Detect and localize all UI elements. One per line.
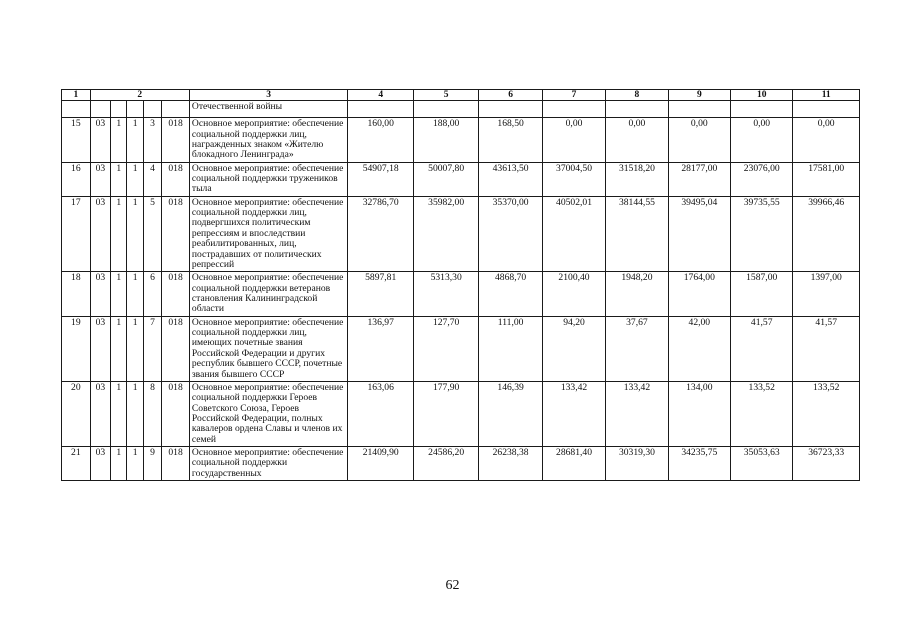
value-cell: 0,00: [731, 118, 793, 162]
value-cell: 41,57: [731, 316, 793, 381]
code-cell: 9: [143, 447, 161, 481]
table-row: [62, 272, 860, 316]
code-cell: 1: [127, 272, 143, 316]
empty-cell: [479, 101, 542, 118]
code-cell: 6: [143, 272, 161, 316]
empty-cell: [542, 101, 605, 118]
value-cell: 39966,46: [793, 196, 860, 272]
empty-cell: [143, 101, 161, 118]
value-cell: 168,50: [479, 118, 542, 162]
empty-cell: [793, 101, 860, 118]
measure-name-cell: Основное мероприятие: обеспечение социальной поддержки лиц, награжденных знаком «Жителю блокадного Ленинграда»: [189, 118, 348, 162]
table-row: [62, 118, 860, 162]
empty-cell: [413, 101, 478, 118]
budget-table: [61, 89, 860, 481]
code-cell: 018: [162, 272, 190, 316]
value-cell: 127,70: [413, 316, 478, 381]
value-cell: 1587,00: [731, 272, 793, 316]
empty-cell: [111, 101, 127, 118]
header-cell: 6: [479, 90, 542, 101]
value-cell: 17581,00: [793, 162, 860, 196]
value-cell: 4868,70: [479, 272, 542, 316]
code-cell: 4: [143, 162, 161, 196]
row-number-cell: 19: [62, 316, 91, 381]
measure-name-cell: Основное мероприятие: обеспечение социальной поддержки лиц, имеющих почетные звания Российской Федерации и других республик бывшего СССР, почетные звания бывшего СССР: [189, 316, 348, 381]
header-cell: 3: [189, 90, 348, 101]
value-cell: 133,52: [731, 381, 793, 446]
value-cell: 0,00: [542, 118, 605, 162]
value-cell: 37004,50: [542, 162, 605, 196]
value-cell: 42,00: [668, 316, 730, 381]
empty-cell: [162, 101, 190, 118]
row-number-cell: 15: [62, 118, 91, 162]
value-cell: 32786,70: [348, 196, 413, 272]
empty-cell: [90, 101, 110, 118]
value-cell: 50007,80: [413, 162, 478, 196]
value-cell: 28681,40: [542, 447, 605, 481]
empty-cell: [731, 101, 793, 118]
value-cell: 39735,55: [731, 196, 793, 272]
table-row: [62, 196, 860, 272]
value-cell: 37,67: [606, 316, 668, 381]
code-cell: 018: [162, 118, 190, 162]
empty-cell: [62, 101, 91, 118]
value-cell: 163,06: [348, 381, 413, 446]
code-cell: 018: [162, 381, 190, 446]
empty-cell: [668, 101, 730, 118]
value-cell: 1948,20: [606, 272, 668, 316]
header-cell: 1: [62, 90, 91, 101]
page-number: 62: [445, 578, 460, 593]
value-cell: 35982,00: [413, 196, 478, 272]
empty-cell: [127, 101, 143, 118]
value-cell: 134,00: [668, 381, 730, 446]
header-cell: 7: [542, 90, 605, 101]
value-cell: 54907,18: [348, 162, 413, 196]
code-cell: 1: [111, 272, 127, 316]
code-cell: 03: [90, 381, 110, 446]
value-cell: 41,57: [793, 316, 860, 381]
code-cell: 1: [127, 381, 143, 446]
header-cell: 10: [731, 90, 793, 101]
code-cell: 03: [90, 272, 110, 316]
value-cell: 111,00: [479, 316, 542, 381]
code-cell: 018: [162, 162, 190, 196]
measure-name-cell: Основное мероприятие: обеспечение социальной поддержки ветеранов становления Калининградской области: [189, 272, 348, 316]
value-cell: 30319,30: [606, 447, 668, 481]
value-cell: 0,00: [668, 118, 730, 162]
code-cell: 7: [143, 316, 161, 381]
measure-name-cell: Основное мероприятие: обеспечение социальной поддержки лиц, подвергшихся политическим репрессиям и впоследствии реабилитированных, лиц, пострадавших от политических репрессий: [189, 196, 348, 272]
code-cell: 1: [111, 162, 127, 196]
code-cell: 1: [127, 196, 143, 272]
value-cell: 160,00: [348, 118, 413, 162]
value-cell: 28177,00: [668, 162, 730, 196]
continuation-row: [62, 101, 860, 118]
code-cell: 03: [90, 118, 110, 162]
empty-cell: [348, 101, 413, 118]
value-cell: 188,00: [413, 118, 478, 162]
code-cell: 018: [162, 196, 190, 272]
value-cell: 23076,00: [731, 162, 793, 196]
value-cell: 94,20: [542, 316, 605, 381]
value-cell: 31518,20: [606, 162, 668, 196]
empty-cell: [606, 101, 668, 118]
header-cell: 11: [793, 90, 860, 101]
measure-name-cell: Основное мероприятие: обеспечение социальной поддержки тружеников тыла: [189, 162, 348, 196]
value-cell: 133,42: [542, 381, 605, 446]
value-cell: 0,00: [606, 118, 668, 162]
code-cell: 03: [90, 162, 110, 196]
code-cell: 1: [127, 118, 143, 162]
measure-name-cell: Основное мероприятие: обеспечение социальной поддержки Героев Советского Союза, Героев Российской Федерации, полных кавалеров ордена Славы и членов их семей: [189, 381, 348, 446]
value-cell: 5313,30: [413, 272, 478, 316]
value-cell: 133,52: [793, 381, 860, 446]
value-cell: 177,90: [413, 381, 478, 446]
row-number-cell: 18: [62, 272, 91, 316]
column-number-header-row: [62, 90, 860, 101]
code-cell: 3: [143, 118, 161, 162]
value-cell: 40502,01: [542, 196, 605, 272]
code-cell: 1: [127, 162, 143, 196]
table-row: [62, 447, 860, 481]
value-cell: 146,39: [479, 381, 542, 446]
code-cell: 018: [162, 447, 190, 481]
value-cell: 1397,00: [793, 272, 860, 316]
value-cell: 2100,40: [542, 272, 605, 316]
measure-name-cell: Основное мероприятие: обеспечение социальной поддержки государственных: [189, 447, 348, 481]
code-cell: 5: [143, 196, 161, 272]
code-cell: 1: [127, 447, 143, 481]
header-cell: 4: [348, 90, 413, 101]
value-cell: 38144,55: [606, 196, 668, 272]
header-cell: 5: [413, 90, 478, 101]
header-cell: 9: [668, 90, 730, 101]
table-row: [62, 316, 860, 381]
value-cell: 36723,33: [793, 447, 860, 481]
value-cell: 0,00: [793, 118, 860, 162]
code-cell: 03: [90, 316, 110, 381]
code-cell: 03: [90, 196, 110, 272]
value-cell: 21409,90: [348, 447, 413, 481]
value-cell: 133,42: [606, 381, 668, 446]
code-cell: 8: [143, 381, 161, 446]
row-number-cell: 17: [62, 196, 91, 272]
row-number-cell: 16: [62, 162, 91, 196]
value-cell: 5897,81: [348, 272, 413, 316]
row-number-cell: 20: [62, 381, 91, 446]
code-cell: 1: [111, 447, 127, 481]
table-row: [62, 381, 860, 446]
code-cell: 018: [162, 316, 190, 381]
value-cell: 1764,00: [668, 272, 730, 316]
code-cell: 1: [111, 196, 127, 272]
table-row: [62, 162, 860, 196]
value-cell: 34235,75: [668, 447, 730, 481]
code-cell: 1: [127, 316, 143, 381]
code-cell: 1: [111, 118, 127, 162]
code-cell: 1: [111, 381, 127, 446]
code-cell: 03: [90, 447, 110, 481]
continuation-text: Отечественной войны: [189, 101, 348, 118]
code-cell: 1: [111, 316, 127, 381]
row-number-cell: 21: [62, 447, 91, 481]
header-cell: 8: [606, 90, 668, 101]
value-cell: 39495,04: [668, 196, 730, 272]
value-cell: 136,97: [348, 316, 413, 381]
value-cell: 35370,00: [479, 196, 542, 272]
value-cell: 26238,38: [479, 447, 542, 481]
value-cell: 43613,50: [479, 162, 542, 196]
value-cell: 24586,20: [413, 447, 478, 481]
value-cell: 35053,63: [731, 447, 793, 481]
header-cell: 2: [90, 90, 189, 101]
